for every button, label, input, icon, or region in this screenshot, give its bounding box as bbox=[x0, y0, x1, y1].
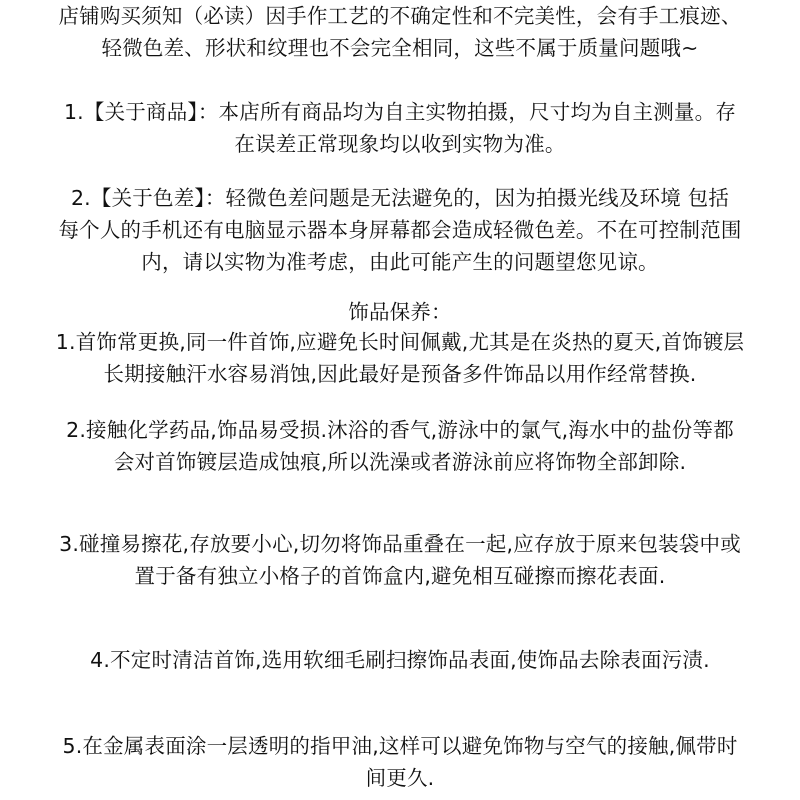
care-tip-4 bbox=[0, 644, 800, 676]
care-section-title bbox=[0, 296, 800, 328]
intro-line-1: 店铺购买须知（必读）因手作工艺的不确定性和不完美性，会有手工痕迹、 bbox=[58, 4, 742, 28]
color-difference-line-2: 每个人的手机还有电脑显示器本身屏幕都会造成轻微色差。不在可控制范围 bbox=[58, 218, 742, 242]
care-tip-2-line-1: 2.接触化学药品,饰品易受损.沐浴的香气,游泳中的氯气,海水中的盐份等都 bbox=[66, 418, 734, 442]
care-tip-2 bbox=[0, 414, 800, 478]
care-tip-5 bbox=[0, 730, 800, 794]
care-tip-3 bbox=[0, 528, 800, 592]
intro-paragraph bbox=[0, 0, 800, 64]
care-tip-5-line-2: 间更久. bbox=[365, 766, 435, 790]
care-tip-1-line-1: 1.首饰常更换,同一件首饰,应避免长时间佩戴,尤其是在炎热的夏天,首饰镀层 bbox=[55, 330, 745, 354]
product-note-line-1: 1.【关于商品】：本店所有商品均为自主实物拍摄，尺寸均为自主测量。存 bbox=[63, 100, 737, 124]
care-tip-1-line-2: 长期接触汗水容易消蚀,因此最好是预备多件饰品以用作经常替换. bbox=[103, 362, 697, 386]
product-note-line-2: 在误差正常现象均以收到实物为准。 bbox=[234, 132, 566, 156]
care-tip-3-line-2: 置于备有独立小格子的首饰盒内,避免相互碰擦而擦花表面. bbox=[134, 564, 666, 588]
intro-line-2: 轻微色差、形状和纹理也不会完全相同，这些不属于质量问题哦~ bbox=[101, 36, 699, 60]
care-tip-1 bbox=[0, 326, 800, 390]
care-tip-5-line-1: 5.在金属表面涂一层透明的指甲油,这样可以避免饰物与空气的接触,佩带时 bbox=[62, 734, 738, 758]
color-difference-line-3: 内，请以实物为准考虑，由此可能产生的问题望您见谅。 bbox=[141, 250, 659, 274]
care-tip-3-line-1: 3.碰撞易擦花,存放要小心,切勿将饰品重叠在一起,应存放于原来包装袋中或 bbox=[59, 532, 741, 556]
product-note-paragraph bbox=[0, 96, 800, 160]
color-difference-line-1: 2.【关于色差】：轻微色差问题是无法避免的，因为拍摄光线及环境 包括 bbox=[70, 186, 730, 210]
color-difference-paragraph bbox=[0, 182, 800, 278]
care-title-text: 饰品保养： bbox=[348, 300, 452, 324]
care-tip-2-line-2: 会对首饰镀层造成蚀痕,所以洗澡或者游泳前应将饰物全部卸除. bbox=[113, 450, 687, 474]
care-tip-4-line-1: 4.不定时清洁首饰,选用软细毛刷扫擦饰品表面,使饰品去除表面污渍. bbox=[90, 648, 710, 672]
